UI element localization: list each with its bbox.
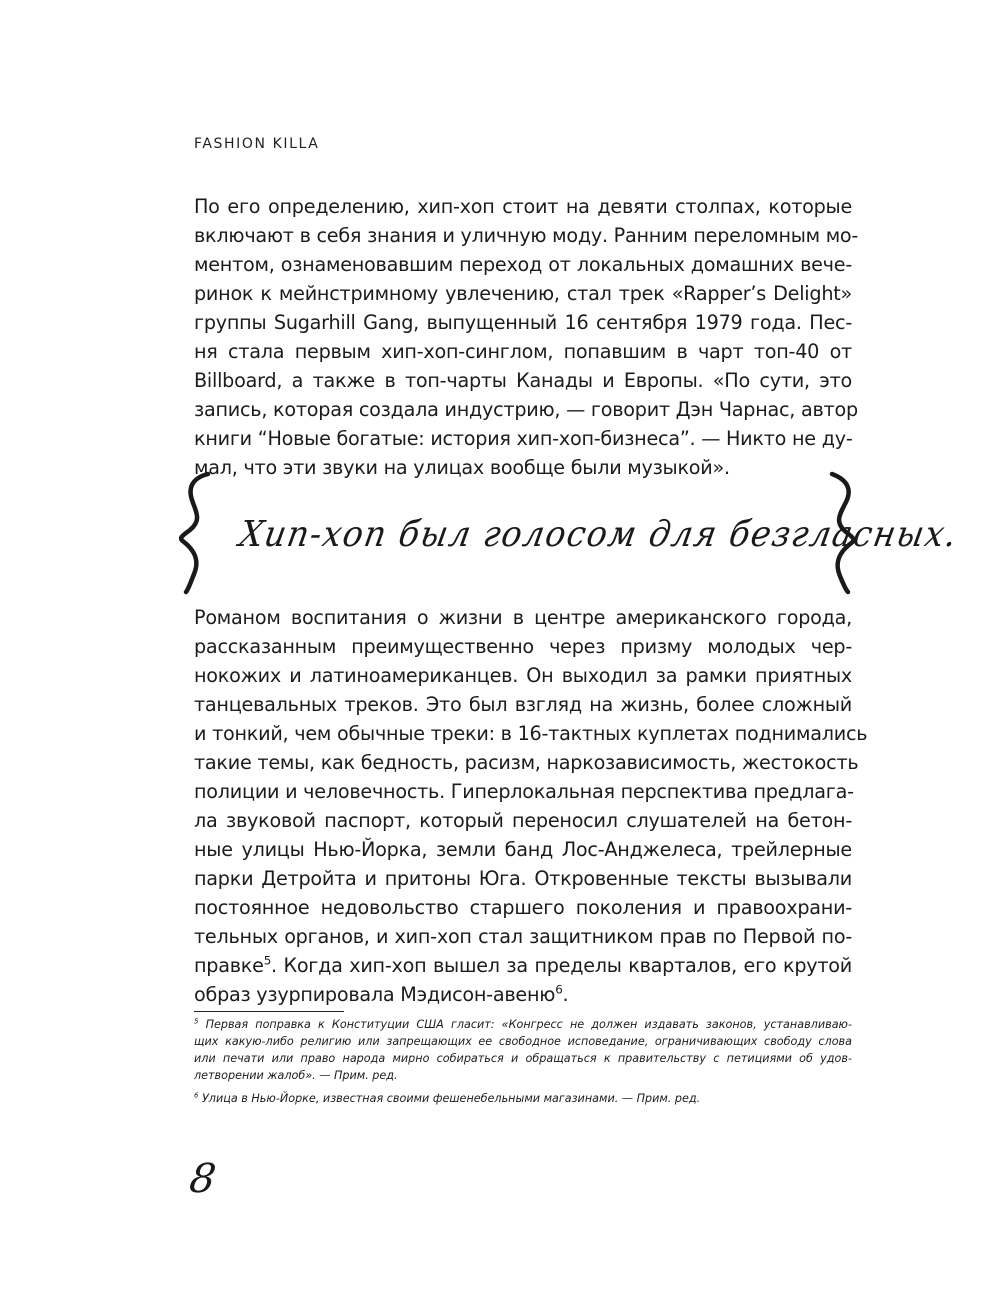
text-fragment: . Когда хип-хоп вышел за пределы кварталов, его крутой: [271, 954, 852, 977]
text-line: и тонкий, чем обычные треки: в 16-тактных куплетах поднимались: [194, 722, 868, 745]
footnote-line: или печати или право народа мирно собираться и обращаться к правительству с петициями об удов-: [194, 1052, 852, 1065]
text-line: полиции и человечность. Гиперлокальная перспектива предлага-: [194, 780, 854, 803]
text-line: включают в себя знания и уличную моду. Ранним переломным мо-: [194, 224, 859, 247]
footnote-ref-5[interactable]: 5: [263, 953, 272, 968]
footnote-divider: [194, 1011, 344, 1012]
text-line: мал, что эти звуки на улицах вообще были музыкой».: [194, 456, 730, 479]
text-line: [194, 951, 852, 980]
footnote-text: Первая поправка к Конституции США гласит: «Конгресс не должен издавать законов, устанавливаю-: [205, 1018, 852, 1031]
text-line: постоянное недовольство старшего поколения и правоохрани-: [194, 896, 852, 919]
text-line: ные улицы Нью-Йорка, земли банд Лос-Анджелеса, трейлерные: [194, 838, 852, 861]
body-paragraph-1: [194, 192, 859, 482]
text-fragment: .: [562, 983, 569, 1006]
text-line: Романом воспитания о жизни в центре американского города,: [194, 606, 852, 629]
text-line: танцевальных треков. Это был взгляд на жизнь, более сложный: [194, 693, 852, 716]
text-line: ментом, ознаменовавшим переход от локальных домашних вече-: [194, 253, 852, 276]
footnotes: [194, 1016, 852, 1113]
page-number: 8: [186, 1156, 219, 1202]
footnote-line: [194, 1090, 852, 1107]
text-line: ла звуковой паспорт, который переносил слушателей на бетон-: [194, 809, 852, 832]
text-line: группы Sugarhill Gang, выпущенный 16 сентября 1979 года. Пес-: [194, 311, 852, 334]
footnote-5: [194, 1016, 852, 1084]
body-paragraph-2: [194, 603, 868, 1009]
text-line: По его определению, хип-хоп стоит на девяти столпах, которые: [194, 195, 852, 218]
text-line: книги “Новые богатые: история хип-хоп-бизнеса”. — Никто не ду-: [194, 427, 853, 450]
text-line: ринок к мейнстримному увлечению, стал трек «Rapper’s Delight»: [194, 282, 852, 305]
footnote-line: щих какую-либо религию или запрещающих ее свободное исповедание, ограничивающих свободу слова: [194, 1035, 852, 1048]
text-line: парки Детройта и притоны Юга. Откровенные тексты вызывали: [194, 867, 852, 890]
pull-quote-text: Хип-хоп был голосом для безгласных.: [236, 512, 962, 555]
footnote-line: летворении жалоб». — Прим. ред.: [194, 1069, 398, 1082]
footnote-text: Улица в Нью-Йорке, известная своими фешенебельными магазинами. — Прим. ред.: [201, 1092, 701, 1105]
footnote-mark: 6: [194, 1091, 199, 1100]
footnote-line: [194, 1016, 852, 1033]
text-fragment: образ узурпировала Мэдисон-авеню: [194, 983, 556, 1006]
text-fragment: правке: [194, 954, 264, 977]
footnote-ref-6[interactable]: 6: [555, 982, 563, 997]
text-line: Billboard, а также в топ-чарты Канады и Европы. «По сути, это: [194, 369, 852, 392]
text-line: запись, которая создала индустрию, — говорит Дэн Чарнас, автор: [194, 398, 858, 421]
pull-quote: [170, 470, 962, 595]
text-line: ня стала первым хип-хоп-синглом, попавшим в чарт топ-40 от: [194, 340, 852, 363]
text-line: такие темы, как бедность, расизм, наркозависимость, жестокость: [194, 751, 859, 774]
text-line: нокожих и латиноамериканцев. Он выходил за рамки приятных: [194, 664, 852, 687]
text-line: тельных органов, и хип-хоп стал защитником прав по Первой по-: [194, 925, 852, 948]
text-line: [194, 980, 852, 1009]
left-brace-icon: [181, 474, 208, 592]
text-line: рассказанным преимущественно через призму молодых чер-: [194, 635, 852, 658]
footnote-6: [194, 1090, 852, 1107]
running-title: FASHION KILLA: [194, 136, 320, 152]
footnote-mark: 5: [194, 1017, 199, 1026]
